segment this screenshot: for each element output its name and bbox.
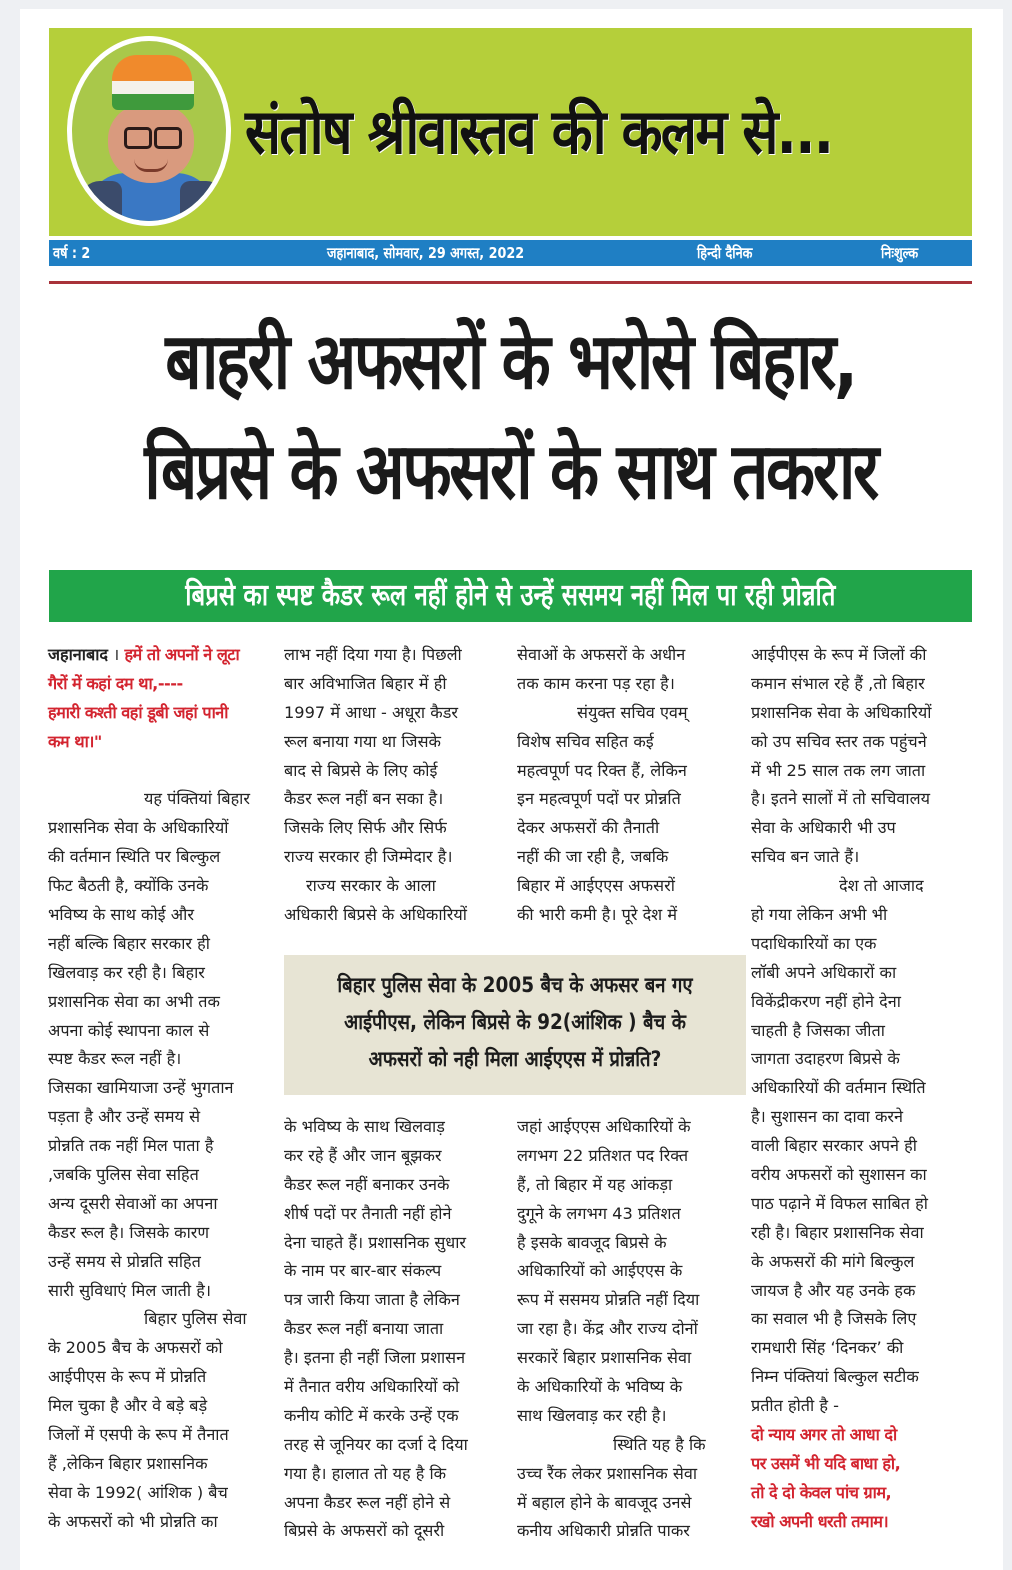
text-line: कैडर रूल नहीं बन सका है।: [284, 789, 444, 809]
text-line: ,जबकि पुलिस सेवा सहित: [48, 1165, 199, 1185]
text-line: प्रोन्नति तक नहीं मिल पाता है: [48, 1136, 214, 1156]
pull-quote-line: अफसरों को नही मिला आईएएस में प्रोन्नति?: [368, 1047, 662, 1071]
pull-quote-line: बिहार पुलिस सेवा के 2005 बैच के अफसर बन गए: [337, 973, 693, 997]
poem-line: पर उसमें भी यदि बाधा हो,: [751, 1453, 901, 1473]
spacer: [48, 757, 274, 786]
strapline: [49, 570, 972, 622]
text-line: जा रहा है। केंद्र और राज्य दोनों: [517, 1319, 698, 1339]
text-line: बार अविभाजित बिहार में ही: [284, 673, 447, 693]
text-line: प्रशासनिक सेवा के अधिकारियों: [48, 818, 229, 838]
text-line: इन महत्वपूर्ण पदों पर प्रोन्नति: [517, 789, 681, 809]
text-line: देना चाहते हैं। प्रशासनिक सुधार: [284, 1232, 467, 1252]
text-line: आईपीएस के रूप में प्रोन्नति: [48, 1367, 207, 1387]
couplet-line: कम था।": [48, 731, 102, 751]
text-line: निम्न पंक्तियां बिल्कुल सटीक: [751, 1367, 919, 1387]
edition-info-bar: [49, 240, 972, 266]
text-line: प्रशासनिक सेवा का अभी तक: [48, 991, 220, 1011]
edition-year: वर्ष : 2: [53, 244, 91, 262]
text-line: के 2005 बैच के अफसरों को: [48, 1338, 223, 1358]
text-line: दुगूने के लगभग 43 प्रतिशत: [517, 1203, 681, 1223]
text-line: साथ खिलवाड़ कर रही है।: [517, 1405, 667, 1425]
text-line: हो गया लेकिन अभी भी: [751, 905, 888, 925]
text-line: जागता उदाहरण बिप्रसे के: [751, 1049, 900, 1069]
text-line: शीर्ष पदों पर तैनाती नहीं होने: [284, 1203, 452, 1223]
text-line: जिसका खामियाजा उन्हें भुगतान: [48, 1078, 234, 1098]
article-column-1: [48, 641, 274, 1537]
poem-line: तो दे दो केवल पांच ग्राम,: [751, 1482, 892, 1502]
text-line: खिलवाड़ कर रही है। बिहार: [48, 962, 205, 982]
text-line: सचिव बन जाते हैं।: [751, 847, 860, 867]
poem-line: दो न्याय अगर तो आधा दो: [751, 1425, 897, 1445]
text-line: रही है। बिहार प्रशासनिक सेवा: [751, 1222, 924, 1242]
article-column-3-continued: [517, 1113, 743, 1546]
pull-quote-line: आईपीएस, लेकिन बिप्रसे के 92(आंशिक ) बैच के: [344, 1010, 686, 1034]
text-line: प्रतीत होती है -: [751, 1396, 839, 1416]
text-line: कैडर रूल है। जिसके कारण: [48, 1222, 210, 1242]
text-line: है इसके बावजूद बिप्रसे के: [517, 1232, 667, 1252]
text-line: पड़ता है और उन्हें समय से: [48, 1107, 201, 1127]
text-line: तक काम करना पड़ रहा है।: [517, 673, 675, 693]
text-line: देश तो आजाद: [839, 876, 924, 896]
text-line: रूप में ससमय प्रोन्नति नहीं दिया: [517, 1290, 700, 1310]
portrait-jacket-left: [80, 181, 122, 221]
text-line: कर रहे हैं और जान बूझकर: [284, 1145, 442, 1165]
text-line: मिल चुका है और वे बड़े बड़े: [48, 1396, 208, 1416]
text-line: रूल बनाया गया था जिसके: [284, 731, 441, 751]
text-line: में भी 25 साल तक लग जाता: [751, 760, 926, 780]
text-line: अधिकारी बिप्रसे के अधिकारियों: [284, 905, 467, 925]
text-line: कैडर रूल नहीं बनाया जाता: [284, 1319, 444, 1339]
text-line: लॉबी अपने अधिकारों का: [751, 962, 897, 982]
text-line: कनीय कोटि में करके उन्हें एक: [284, 1405, 459, 1425]
text-line: है। इतना ही नहीं जिला प्रशासन: [284, 1348, 466, 1368]
text-line: सरकारें बिहार प्रशासनिक सेवा: [517, 1348, 692, 1368]
text-line: संयुक्त सचिव एवम्: [577, 702, 688, 722]
text-line: सेवा के 1992( आंशिक ) बैच: [48, 1482, 228, 1502]
opening-line: जहानाबाद । हमें तो अपनों ने लूटा: [48, 645, 240, 664]
text-line: 1997 में आधा - अधूरा कैडर: [284, 702, 458, 722]
text-line: अन्य दूसरी सेवाओं का अपना: [48, 1193, 218, 1213]
text-line: रामधारी सिंह ‘दिनकर’ की: [751, 1338, 904, 1358]
text-line: भविष्य के साथ कोई और: [48, 905, 194, 925]
text-line: कैडर रूल नहीं बनाकर उनके: [284, 1174, 450, 1194]
text-line: गया है। हालात तो यह है कि: [284, 1463, 447, 1483]
text-line: उन्हें समय से प्रोन्नति सहित: [48, 1251, 201, 1271]
text-line: की भारी कमी है। पूरे देश में: [517, 905, 678, 925]
text-line: के नाम पर बार-बार संकल्प: [284, 1261, 442, 1281]
text-line: आईपीएस के रूप में जिलों की: [751, 645, 927, 664]
text-line: हैं, तो बिहार में यह आंकड़ा: [517, 1174, 673, 1194]
text-line: में तैनात वरीय अधिकारियों को: [284, 1377, 460, 1397]
text-line: फिट बैठती है, क्योंकि उनके: [48, 876, 209, 896]
text-line: कमान संभाल रहे हैं ,तो बिहार: [751, 673, 925, 693]
text-line: अधिकारियों की वर्तमान स्थिति: [751, 1078, 926, 1098]
text-line: उच्च रैंक लेकर प्रशासनिक सेवा: [517, 1463, 698, 1483]
author-portrait: [67, 36, 231, 226]
text-line: राज्य सरकार ही जिम्मेदार है।: [284, 847, 453, 867]
glasses-icon: [124, 127, 152, 149]
portrait-cap-green: [112, 94, 194, 110]
strapline-text: बिप्रसे का स्पष्ट कैडर रूल नहीं होने से उन्हें ससमय नहीं मिल पा रही प्रोन्नति: [185, 578, 836, 613]
couplet-line: हमें तो अपनों ने लूटा: [124, 645, 240, 664]
text-line: लाभ नहीं दिया गया है। पिछली: [284, 645, 462, 664]
text-line: के अफसरों की मांगे बिल्कुल: [751, 1251, 915, 1271]
portrait-cap-saffron: [112, 55, 192, 83]
text-line: विशेष सचिव सहित कई: [517, 731, 654, 751]
text-line: हैं ,लेकिन बिहार प्रशासनिक: [48, 1453, 208, 1473]
text-line: जहां आईएएस अधिकारियों के: [517, 1117, 691, 1136]
text-line: नहीं बल्कि बिहार सरकार ही: [48, 933, 210, 953]
text-line: के अफसरों को भी प्रोन्नति का: [48, 1511, 218, 1531]
text-line: यह पंक्तियां बिहार: [144, 789, 250, 809]
text-line: स्थिति यह है कि: [613, 1434, 706, 1454]
text-line: राज्य सरकार के आला: [306, 876, 436, 896]
text-line: पत्र जारी किया जाता है लेकिन: [284, 1290, 460, 1310]
pull-quote-box: [284, 955, 746, 1095]
text-line: के भविष्य के साथ खिलवाड़: [284, 1117, 445, 1136]
text-line: को उप सचिव स्तर तक पहुंचने: [751, 731, 927, 751]
text-line: के अधिकारियों के भविष्य के: [517, 1377, 683, 1397]
text-line: तरह से जूनियर का दर्जा दे दिया: [284, 1434, 468, 1454]
text-line: में बहाल होने के बावजूद उनसे: [517, 1492, 692, 1512]
article-column-3: [517, 641, 743, 930]
article-column-2: [284, 641, 510, 930]
text-line: जिसके लिए सिर्फ और सिर्फ: [284, 818, 447, 838]
masthead: [49, 28, 972, 236]
text-line: सेवाओं के अफसरों के अधीन: [517, 645, 686, 664]
glasses-icon: [154, 127, 182, 149]
newspaper-page: [20, 9, 1003, 1570]
text-line: है। इतने सालों में तो सचिवालय: [751, 789, 930, 809]
text-line: की वर्तमान स्थिति पर बिल्कुल: [48, 847, 221, 867]
text-line: वाली बिहार सरकार अपने ही: [751, 1136, 917, 1156]
text-line: सेवा के अधिकारी भी उप: [751, 818, 896, 838]
text-line: प्रशासनिक सेवा के अधिकारियों: [751, 702, 932, 722]
edition-dateline: जहानाबाद, सोमवार, 29 अगस्त, 2022: [327, 244, 525, 262]
edition-price: निःशुल्क: [881, 244, 919, 262]
text-line: है। सुशासन का दावा करने: [751, 1107, 904, 1127]
text-line: चाहती है जिसका जीता: [751, 1020, 885, 1040]
masthead-title: संतोष श्रीवास्तव की कलम से...: [245, 95, 833, 168]
couplet-line: गैरों में कहां दम था,----: [48, 673, 183, 693]
text-line: का सवाल भी है जिसके लिए: [751, 1309, 917, 1329]
text-line: अधिकारियों को आईएएस के: [517, 1261, 683, 1281]
text-line: महत्वपूर्ण पद रिक्त हैं, लेकिन: [517, 760, 687, 780]
text-line: देकर अफसरों की तैनाती: [517, 818, 660, 838]
headline-line-2: बिप्रसे के अफसरों के साथ तकरार: [144, 427, 877, 517]
text-line: बिप्रसे के अफसरों को दूसरी: [284, 1521, 445, 1541]
text-line: विकेंद्रीकरण नहीं होने देना: [751, 991, 901, 1011]
portrait-jacket-right: [180, 181, 226, 221]
text-line: अपना कोई स्थापना काल से: [48, 1020, 210, 1040]
text-line: वरीय अफसरों को सुशासन का: [751, 1165, 927, 1185]
divider-rule: [49, 281, 972, 284]
text-line: सारी सुविधाएं मिल जाती है।: [48, 1280, 211, 1300]
edition-type: हिन्दी दैनिक: [697, 244, 753, 262]
headline-line-1: बाहरी अफसरों के भरोसे बिहार,: [165, 317, 856, 407]
article-dateline: जहानाबाद: [48, 645, 109, 664]
text-line: बिहार में आईएएस अफसरों: [517, 876, 675, 896]
text-line: कनीय अधिकारी प्रोन्नति पाकर: [517, 1521, 690, 1541]
text-line: जिलों में एसपी के रूप में तैनात: [48, 1425, 229, 1445]
text-line: अपना कैडर रूल नहीं होने से: [284, 1492, 451, 1512]
poem-line: रखो अपनी धरती तमाम।: [751, 1511, 889, 1531]
text-line: नहीं की जा रही है, जबकि: [517, 847, 669, 867]
article-column-4: [751, 641, 977, 1537]
couplet-line: हमारी कश्ती वहां डूबी जहां पानी: [48, 702, 228, 722]
main-headline: [49, 307, 972, 527]
text-line: पाठ पढ़ाने में विफल साबित हो: [751, 1193, 928, 1213]
text-line: स्पष्ट कैडर रूल नहीं है।: [48, 1049, 182, 1069]
text-line: लगभग 22 प्रतिशत पद रिक्त: [517, 1145, 689, 1165]
text-line: बाद से बिप्रसे के लिए कोई: [284, 760, 438, 780]
portrait-cap-white: [112, 81, 194, 95]
text-line: बिहार पुलिस सेवा: [144, 1309, 247, 1329]
text-line: जायज है और यह उनके हक: [751, 1280, 916, 1300]
article-column-2-continued: [284, 1113, 510, 1546]
text-line: पदाधिकारियों का एक: [751, 933, 877, 953]
portrait-photo: [72, 41, 226, 221]
